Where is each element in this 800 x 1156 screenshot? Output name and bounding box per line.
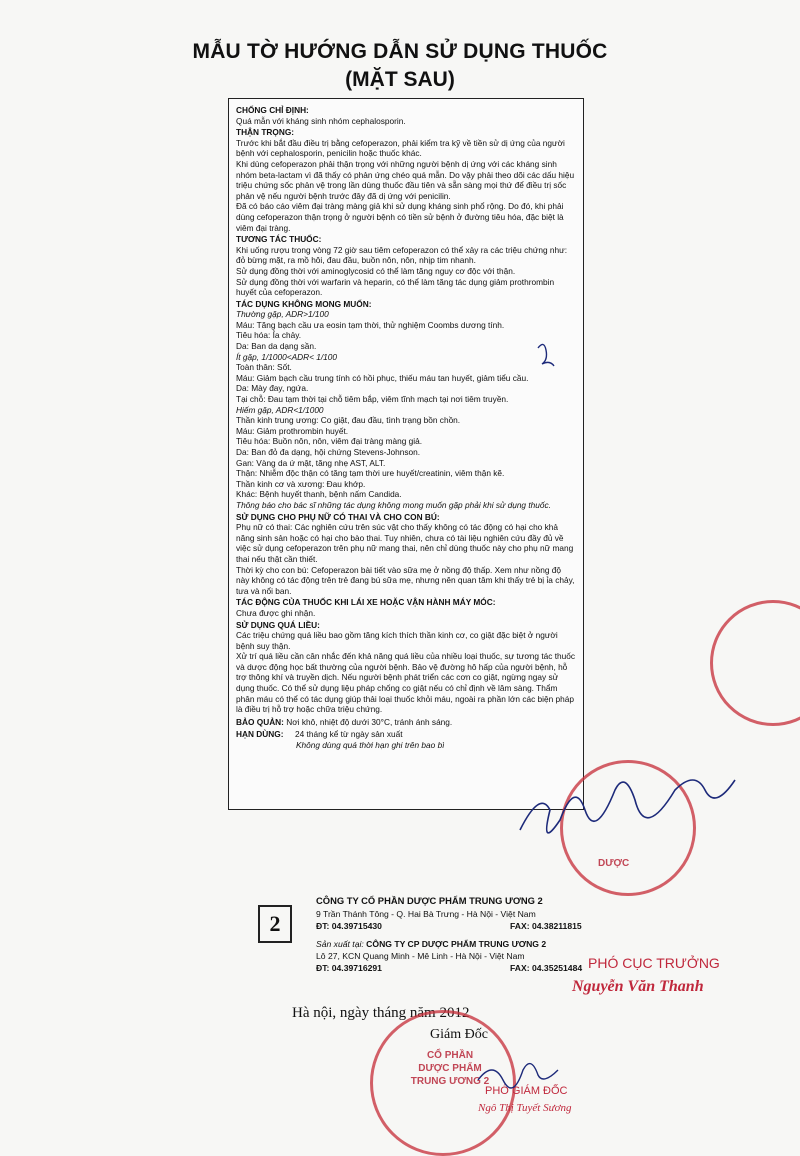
stamp-company-line: CỔ PHẦN bbox=[426, 1050, 474, 1061]
adr-item: Thần kinh trung ương: Co giật, đau đầu, tình trạng bồn chồn. bbox=[236, 415, 461, 426]
storage-heading: BẢO QUẢN: bbox=[236, 716, 284, 727]
adr-frequency: Thường gặp, ADR>1/100 bbox=[236, 309, 329, 320]
adr-item: Máu: Giảm prothrombin huyết. bbox=[236, 425, 349, 436]
stamp-right-text: DƯỢC bbox=[598, 858, 630, 869]
stamp-company-line: DƯỢC PHẨM bbox=[418, 1063, 482, 1074]
storage-text: Nơi khô, nhiệt độ dưới 30°C, tránh ánh sáng. bbox=[286, 716, 453, 727]
adr-item: Gan: Vàng da ứ mật, tăng nhẹ AST, ALT. bbox=[236, 457, 386, 468]
vice-director-title: PHÓ CỤC TRƯỞNG bbox=[588, 955, 720, 971]
caution-text: Khi dùng cefoperazon phải thận trọng với những người bệnh dị ứng với các kháng sinh nhóm beta-lactam vì đã thấy có phản ứng chéo quá mẫn. Do vậy phải theo dõi các dấu hiệu triệu chứng sốc phản vệ trong lần dùng thuốc đầu tiên và sẵn sàng mọi thứ để điều trị sốc phản vệ nếu người bệnh trước đây đã dị ứng với penicilin. bbox=[236, 158, 575, 201]
manufacturer-phone: ĐT: 04.39716291 bbox=[316, 963, 382, 973]
page-title: MẪU TỜ HƯỚNG DẪN SỬ DỤNG THUỐC bbox=[192, 40, 608, 63]
page-subtitle: (MẶT SAU) bbox=[345, 68, 455, 91]
interaction-text: Sử dụng đồng thời với warfarin và heparin, có thể làm tăng tác dụng giảm prothrombin huyết của cefoperazon. bbox=[236, 276, 555, 298]
company-logo-number: 2 bbox=[269, 911, 281, 936]
adr-item: Toàn thân: Sốt. bbox=[236, 362, 292, 373]
adr-frequency: Ít gặp, 1/1000<ADR< 1/100 bbox=[236, 351, 338, 362]
contraindication-text: Quá mẫn với kháng sinh nhóm cephalosporin. bbox=[236, 115, 406, 126]
pregnancy-heading: SỬ DỤNG CHO PHỤ NỮ CÓ THAI VÀ CHO CON BÚ: bbox=[236, 511, 440, 522]
driving-heading: TÁC ĐỘNG CỦA THUỐC KHI LÁI XE HOẶC VẬN HÀNH MÁY MÓC: bbox=[236, 597, 496, 608]
adr-item: Da: Mày đay, ngứa. bbox=[236, 383, 309, 394]
driving-text: Chưa được ghi nhận. bbox=[236, 607, 316, 618]
signature-initial-mark bbox=[538, 344, 554, 366]
contraindication-heading: CHỐNG CHỈ ĐỊNH: bbox=[236, 105, 309, 115]
manufacturer-address: Lô 27, KCN Quang Minh - Mê Linh - Hà Nội - Việt Nam bbox=[316, 951, 525, 961]
adr-item: Da: Ban da dạng sần. bbox=[236, 341, 317, 352]
adr-item: Tiêu hóa: Ỉa chảy. bbox=[236, 330, 302, 341]
overdose-heading: SỬ DỤNG QUÁ LIỀU: bbox=[236, 619, 320, 630]
expiry-heading: HẠN DÙNG: bbox=[236, 729, 284, 740]
company-address: 9 Trần Thánh Tông - Q. Hai Bà Trưng - Hà Nội - Việt Nam bbox=[316, 909, 536, 919]
vice-director-name: Nguyễn Văn Thanh bbox=[572, 978, 704, 995]
caution-heading: THẬN TRỌNG: bbox=[236, 127, 295, 138]
adr-item: Máu: Giảm bạch cầu trung tính có hồi phục, thiếu máu tan huyết, giảm tiểu cầu. bbox=[236, 372, 529, 383]
company-fax: FAX: 04.38211815 bbox=[510, 921, 582, 931]
adr-notice: Thông báo cho bác sĩ những tác dụng không mong muốn gặp phải khi sử dụng thuốc. bbox=[236, 499, 551, 510]
adr-item: Tiêu hóa: Buồn nôn, nôn, viêm đại tràng màng giả. bbox=[236, 436, 423, 447]
adr-item: Máu: Tăng bạch cầu ưa eosin tạm thời, thử nghiệm Coombs dương tính. bbox=[236, 319, 505, 330]
pregnancy-text: Thời kỳ cho con bú: Cefoperazon bài tiết vào sữa mẹ ở nồng độ thấp. Xem như nồng độ này không có tác động trên trẻ đang bú sữa mẹ, nhưng nên quan tâm khi thấy trẻ bị ỉa chảy, tưa và nổi ban. bbox=[236, 564, 575, 596]
interaction-heading: TƯƠNG TÁC THUỐC: bbox=[236, 234, 322, 245]
adr-heading: TÁC DỤNG KHÔNG MONG MUỐN: bbox=[236, 298, 372, 309]
overdose-text: Các triệu chứng quá liều bao gồm tăng kích thích thần kinh cơ, co giật đặc biệt ở người bệnh suy thận. bbox=[236, 630, 558, 651]
expiry-note: Không dùng quá thời hạn ghi trên bao bì bbox=[296, 740, 445, 751]
interaction-text: Khi uống rượu trong vòng 72 giờ sau tiêm cefoperazon có thể xảy ra các triệu chứng như: đỏ bừng mặt, ra mồ hôi, đau đầu, buồn nôn, nôn, nhịp tim nhanh. bbox=[236, 244, 568, 266]
caution-text: Đã có báo cáo viêm đại tràng màng giả khi sử dụng kháng sinh phổ rộng. Do đó, khi phải dùng cefoperazon thận trọng ở người bệnh có tiền sử bệnh ở đường tiêu hóa, đặc biệt là viêm đại tràng. bbox=[236, 201, 564, 233]
company-phone: ĐT: 04.39715430 bbox=[316, 921, 382, 931]
manufacturer-fax: FAX: 04.35251484 bbox=[510, 963, 583, 973]
stamp-company-line: TRUNG ƯƠNG 2 bbox=[410, 1076, 490, 1087]
pregnancy-text: Phụ nữ có thai: Các nghiên cứu trên súc vật cho thấy không có tác động có hại cho khả năng sinh sản hoặc có hại cho bào thai. Tuy nhiên, chưa có tài liệu nghiên cứu đầy đủ về việc sử dụng cefoperazon trên phụ nữ mang thai, nên chỉ dùng thuốc này cho phụ nữ mang thai nếu thật cần thiết. bbox=[236, 522, 574, 564]
caution-text: Trước khi bắt đầu điều trị bằng cefoperazon, phải kiểm tra kỹ về tiền sử dị ứng của người bệnh với cephalosporin, penicilin hoặc thuốc khác. bbox=[236, 137, 565, 159]
date-line: Hà nội, ngày tháng năm 2012 bbox=[292, 1005, 470, 1021]
manufacturer-name: CÔNG TY CP DƯỢC PHẨM TRUNG ƯƠNG 2 bbox=[366, 939, 547, 949]
adr-item: Da: Ban đỏ đa dạng, hội chứng Stevens-Johnson. bbox=[236, 447, 421, 457]
signature-vice-director bbox=[520, 780, 735, 833]
overdose-text: Xử trí quá liều cần cân nhắc đến khả năng quá liều của nhiều loại thuốc, sự tương tác thuốc và dược động học bất thường của người bệnh. Bảo vệ đường hô hấp của người bệnh, hỗ trợ thông khí và truyền dịch. Nếu người bệnh phát triển các cơn co giật, ngừng ngay sử dụng thuốc. Có thể sử dụng liệu pháp chống co giật nếu có chỉ định về lâm sàng. Thẩm phân máu có thể có tác dụng giúp thải loại thuốc khỏi máu, ngoài ra phần lớn các biện pháp là điều trị hỗ trợ hoặc chữa triệu chứng. bbox=[236, 651, 575, 715]
adr-item: Thần kinh cơ và xương: Đau khớp. bbox=[236, 478, 366, 489]
deputy-director-name: Ngô Thị Tuyết Sương bbox=[478, 1102, 572, 1114]
deputy-director-title: PHÓ GIÁM ĐỐC bbox=[485, 1085, 568, 1097]
adr-frequency: Hiếm gặp, ADR<1/1000 bbox=[236, 404, 324, 415]
signature-deputy-director bbox=[478, 1064, 558, 1088]
interaction-text: Sử dụng đồng thời với aminoglycosid có thể làm tăng nguy cơ độc với thận. bbox=[236, 265, 516, 276]
adr-item: Tại chỗ: Đau tạm thời tại chỗ tiêm bắp, viêm tĩnh mạch tại nơi tiêm truyền. bbox=[236, 394, 509, 405]
director-title: Giám Đốc bbox=[430, 1027, 488, 1042]
company-name: CÔNG TY CỔ PHẦN DƯỢC PHẨM TRUNG ƯƠNG 2 bbox=[316, 895, 543, 906]
adr-item: Thận: Nhiễm độc thận có tăng tạm thời ure huyết/creatinin, viêm thận kẽ. bbox=[236, 468, 505, 479]
adr-item: Khác: Bệnh huyết thanh, bệnh nấm Candida. bbox=[236, 489, 402, 500]
expiry-text: 24 tháng kể từ ngày sản xuất bbox=[295, 729, 403, 740]
manufacturer-label: Sản xuất tại: bbox=[316, 939, 364, 949]
